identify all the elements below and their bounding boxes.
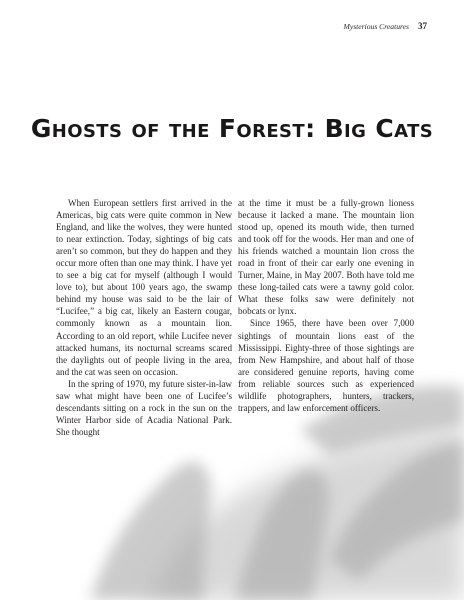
paragraph: Since 1965, there have been over 7,000 sightings of mountain lions east of the Mississippi. Eighty-three of those sightings are from New Hampshire, and about half of those are considered genuine reports, having come from reliable sources such as experienced wildlife photographers, hunters, trackers, trappers, and law enforcement officers. — [238, 318, 414, 413]
body-column-left — [56, 197, 232, 438]
chapter-title: Ghosts of the Forest: Big Cats — [30, 114, 434, 143]
paragraph: When European settlers first arrived in the Americas, big cats were quite common in New England, and like the wolves, they were hunted to near extinction. Today, sightings of big cats aren’t so common, but they do happen and they occur more often than one may think. I have yet to see a big cat for myself (although I would love to), but about 100 years ago, the swamp behind my house was said to be the lair of “Lucifee,” a big cat, likely an Eastern cougar, commonly known as a mountain lion. According to an old report, while Lucifee never attacked humans, its nocturnal screams scared the daylights out of people living in the area, and the cat was seen on occasion. — [56, 198, 232, 377]
running-header-section: Mysterious Creatures — [343, 22, 409, 31]
paragraph: at the time it must be a fully-grown lioness because it lacked a mane. The mountain lion stood up, opened its mouth wide, then turned and took off for the woods. Her man and one of his friends watched a mountain lion cross the road in front of their car early one evening in Turner, Maine, in May 2007. Both have told me these long-tailed cats were a tawny gold color. What these folks saw were definitely not bobcats or lynx. — [238, 198, 414, 317]
paragraph: In the spring of 1970, my future sister-in-law saw what might have been one of Lucifee’s descendants sitting on a rock in the sun on the Winter Harbor side of Acadia National Park. She thought — [56, 378, 232, 437]
page-number: 37 — [418, 21, 427, 31]
body-column-right — [238, 197, 414, 414]
